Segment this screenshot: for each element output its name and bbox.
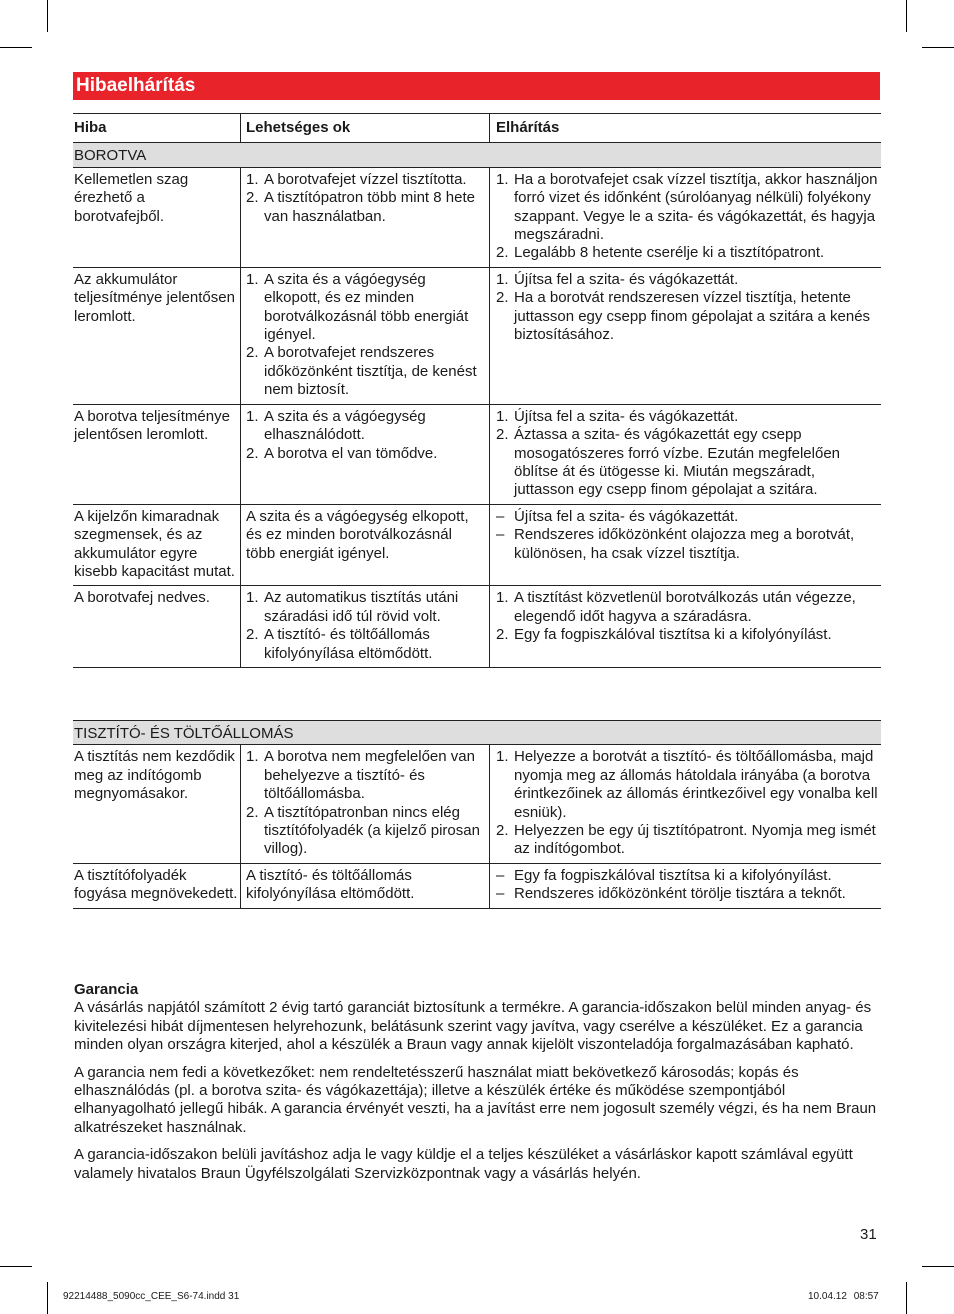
header-remedy: Elhárítás (496, 119, 560, 136)
list-item: 2. A borotva el van tömődve. (246, 445, 485, 463)
list-item: 2. Legalább 8 hetente cserélje ki a tisztítópatront. (496, 244, 879, 262)
list-item: – Rendszeres időközönként törölje tisztára a teknőt. (496, 885, 879, 903)
warranty-paragraph: A garancia nem fedi a következőket: nem rendeltetésszerű használat miatt bekövetkező károsodás; kopás és elhasználódás (pl. a borotva szita- és vágókazettája); illetve a készülék értéke és működése szempontjából elhanyagolható jellegű hibák. A garancia érvényét veszti, ha a javítást erre nem jogosult személy végzi, és ha nem Braun alkatrészeket használnak. (74, 1063, 877, 1136)
cause-cell (241, 405, 490, 504)
cause-cell: A tisztító- és töltőállomás kifolyónyílása eltömődött. (241, 864, 490, 908)
list-item: 2. A tisztítópatronban nincs elég tisztítófolyadék (a kijelző pirosan villog). (246, 804, 485, 859)
list-item: 2. A tisztítópatron több mint 8 hete van használatban. (246, 189, 485, 226)
remedy-cell (490, 168, 881, 267)
list-item: 2. A borotvafejet rendszeres időközönként tisztítja, de kenést nem biztosít. (246, 344, 485, 399)
problem-cell: A tisztítás nem kezdődik meg az indítógomb megnyomásakor. (73, 745, 241, 862)
header-cause: Lehetséges ok (241, 114, 490, 142)
remedy-cell (490, 268, 881, 404)
list-item: – Egy fa fogpiszkálóval tisztítsa ki a kifolyónyílást. (496, 867, 879, 885)
list-item: 1. Újítsa fel a szita- és vágókazettát. (496, 271, 879, 289)
cause-cell: A szita és a vágóegység elkopott, és ez minden borotválkozásnál több energiát igényel. (241, 505, 490, 586)
troubleshooting-table-shaver (73, 113, 881, 668)
list-item: 2. Áztassa a szita- és vágókazettát egy csepp mosogatószeres forró vízbe. Ezután megfelelően öblítse át és ütögesse ki. Miután megszáradt, juttasson egy csepp finom gépolajat a szitára. (496, 426, 879, 500)
list-item: 2. Ha a borotvát rendszeresen vízzel tisztítja, hetente juttasson egy csepp finom gépolajat a szitára a kenés biztosításához. (496, 289, 879, 344)
problem-cell: A borotva teljesítménye jelentősen leromlott. (73, 405, 241, 504)
problem-cell: Kellemetlen szag érezhető a borotvafejből. (73, 168, 241, 267)
warranty-section (74, 981, 884, 1192)
table-row (73, 168, 881, 268)
crop-mark (922, 47, 954, 48)
list-item: 1. A borotva nem megfelelően van behelyezve a tisztító- és töltőállomásba. (246, 748, 485, 803)
list-item: 1. Helyezze a borotvát a tisztító- és töltőállomásba, majd nyomja meg az állomás hátoldala irányába (a borotva érintkezőinek az állomás érintkezőivel egy vonalba kell esniük). (496, 748, 879, 822)
cause-cell (241, 268, 490, 404)
crop-mark (47, 1282, 48, 1314)
cause-cell (241, 586, 490, 667)
table-row (73, 268, 881, 405)
table-row (73, 405, 881, 505)
footer-file-info: 92214488_5090cc_CEE_S6-74.indd 31 (63, 1291, 240, 1302)
table-row (73, 505, 881, 587)
problem-cell: A kijelzőn kimaradnak szegmensek, és az akkumulátor egyre kisebb kapacitást mutat. (73, 505, 241, 586)
cause-cell (241, 168, 490, 267)
crop-mark (0, 1266, 32, 1267)
list-item: 1. A tisztítást közvetlenül borotválkozás után végezze, elegendő időt hagyva a száradásra. (496, 589, 879, 626)
remedy-cell (490, 864, 881, 908)
problem-cell: Az akkumulátor teljesítménye jelentősen leromlott. (73, 268, 241, 404)
list-item: 2. Egy fa fogpiszkálóval tisztítsa ki a kifolyónyílást. (496, 626, 879, 644)
crop-mark (922, 1266, 954, 1267)
table-row (73, 864, 881, 909)
header-problem: Hiba (73, 114, 241, 142)
crop-mark (906, 1282, 907, 1314)
list-item: 1. Újítsa fel a szita- és vágókazettát. (496, 408, 879, 426)
crop-mark (0, 47, 32, 48)
warranty-paragraph: A vásárlás napjától számított 2 évig tartó garanciát biztosítunk a termékre. A garancia-időszakon belül minden anyag- és kivitelezési hibát díjmentesen helyrehozunk, belátásunk szerint vagy javítva, vagy cserélve a készüléket. Ez a garancia minden olyan országra kiterjed, ahol a készülék a Braun vagy annak kijelölt viszonteladója forgalmazásában kapható. (74, 999, 872, 1054)
page-title: Hibaelhárítás (76, 75, 196, 96)
list-item: 1. A borotvafejet vízzel tisztította. (246, 171, 485, 189)
problem-cell: A borotvafej nedves. (73, 586, 241, 667)
list-item: 1. Az automatikus tisztítás utáni száradási idő túl rövid volt. (246, 589, 485, 626)
section-heading-shaver: BOROTVA (73, 143, 881, 167)
list-item: 1. A szita és a vágóegység elkopott, és ez minden borotválkozásnál több energiát igényel. (246, 271, 485, 345)
warranty-title: Garancia (74, 981, 139, 998)
remedy-cell (490, 505, 881, 586)
table-row (73, 745, 881, 863)
list-item: – Újítsa fel a szita- és vágókazettát. (496, 508, 879, 526)
remedy-cell (490, 745, 881, 862)
warranty-paragraph: A garancia-időszakon belüli javításhoz adja le vagy küldje el a teljes készüléket a vásárláskor kapott számlával együtt valamely hivatalos Braun Ügyfélszolgálati Szervizközpontnak vagy a vásárlás helyén. (74, 1146, 853, 1182)
list-item: – Rendszeres időközönként olajozza meg a borotvát, különösen, ha csak vízzel tisztítja. (496, 526, 879, 563)
cause-cell (241, 745, 490, 862)
table-row (73, 586, 881, 668)
list-item: 2. A tisztító- és töltőállomás kifolyónyílása eltömődött. (246, 626, 485, 663)
table-header-row (73, 113, 881, 143)
footer-timestamp: 10.04.12 08:57 (808, 1291, 879, 1302)
crop-mark (906, 0, 907, 32)
remedy-cell (490, 586, 881, 667)
section-heading-station: TISZTÍTÓ- ÉS TÖLTŐÁLLOMÁS (73, 720, 881, 745)
remedy-cell (490, 405, 881, 504)
list-item: 1. Ha a borotvafejet csak vízzel tisztítja, akkor használjon forró vizet és időnként (súrolóanyag nélküli) folyékony szappant. Vegye le a szita- és vágókazettát, és hagyja megszáradni. (496, 171, 879, 245)
troubleshooting-table-station (73, 720, 881, 909)
problem-cell: A tisztítófolyadék fogyása megnövekedett. (73, 864, 241, 908)
list-item: 1. A szita és a vágóegység elhasználódott. (246, 408, 485, 445)
page-number: 31 (860, 1226, 877, 1243)
crop-mark (47, 0, 48, 32)
section-banner (73, 72, 880, 100)
list-item: 2. Helyezzen be egy új tisztítópatront. Nyomja meg ismét az indítógombot. (496, 822, 879, 859)
